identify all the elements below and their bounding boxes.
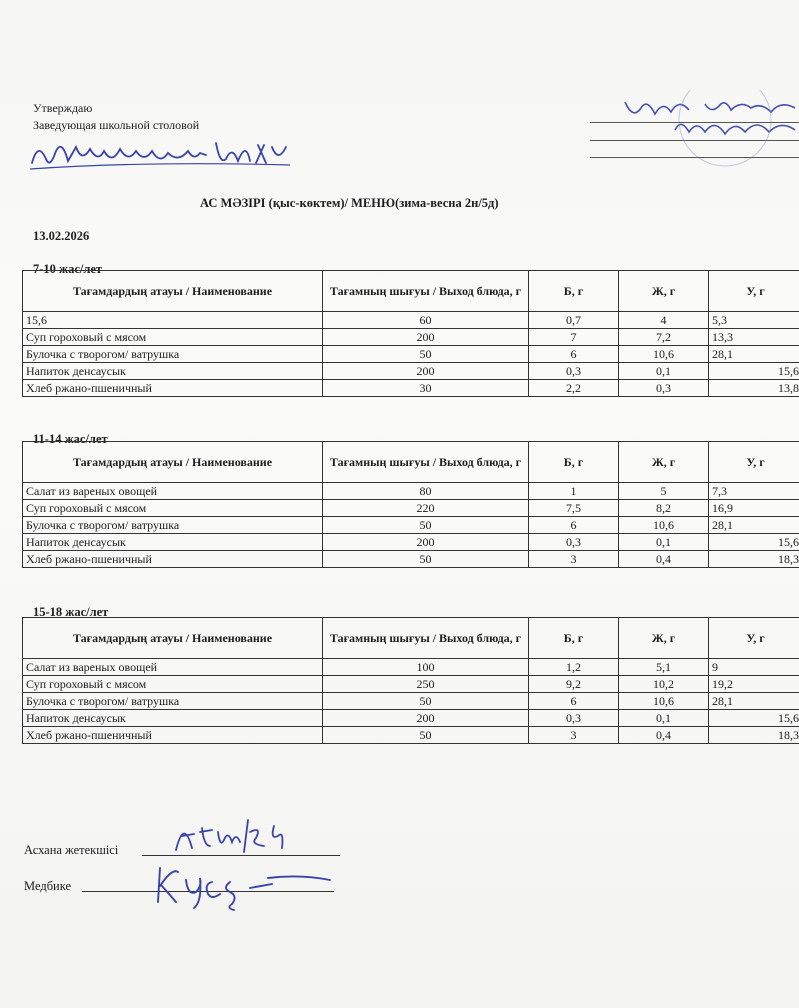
dish-u: 18,3 [709,551,799,568]
col-header-b: Б, г [529,271,619,312]
menu-table-11-14 [22,441,799,568]
col-header-zh: Ж, г [619,618,709,659]
dish-u: 5,3 [709,312,799,329]
dish-b: 6 [529,693,619,710]
dish-zh: 0,1 [619,363,709,380]
nurse-label: Медбике [24,879,72,893]
dish-zh: 4 [619,312,709,329]
menu-table-15-18 [22,617,799,744]
dish-b: 6 [529,517,619,534]
col-header-name: Тағамдардың атауы / Наименование [23,271,323,312]
dish-yield: 50 [323,517,529,534]
chef-label: Асхана жетекшісі [24,843,119,857]
dish-yield: 200 [323,534,529,551]
manager-signature [28,133,298,175]
col-header-yield: Тағамның шығуы / Выход блюда, г [323,442,529,483]
col-header-u: У, г [709,442,799,483]
approval-block [33,100,199,134]
table-row [23,363,799,380]
table-row [23,483,799,500]
table-row [23,534,799,551]
dish-b: 0,3 [529,363,619,380]
stamp-signature [585,90,799,170]
age-group-label: 15-18 жас/лет [33,605,109,619]
table-row [23,693,799,710]
table-row [23,727,799,744]
dish-zh: 10,2 [619,676,709,693]
dish-b: 1,2 [529,659,619,676]
menu-table-7-10 [22,270,799,397]
age-group-label: 11-14 жас/лет [33,432,108,446]
table-row [23,312,799,329]
approval-position: Заведующая школьной столовой [33,118,200,132]
dish-u: 15,6 [709,710,799,727]
dish-u: 16,9 [709,500,799,517]
col-header-yield: Тағамның шығуы / Выход блюда, г [323,618,529,659]
col-header-yield: Тағамның шығуы / Выход блюда, г [323,271,529,312]
dish-name: Напиток денсаусык [23,534,323,551]
dish-zh: 0,1 [619,534,709,551]
col-header-u: У, г [709,271,799,312]
dish-zh: 0,1 [619,710,709,727]
dish-zh: 8,2 [619,500,709,517]
col-header-zh: Ж, г [619,442,709,483]
col-header-b: Б, г [529,442,619,483]
dish-yield: 100 [323,659,529,676]
dish-name: Салат из вареных овощей [23,659,323,676]
table-row [23,346,799,363]
dish-yield: 200 [323,363,529,380]
dish-b: 7 [529,329,619,346]
dish-zh: 10,6 [619,346,709,363]
dish-b: 7,5 [529,500,619,517]
dish-u: 18,3 [709,727,799,744]
table-row [23,551,799,568]
dish-yield: 250 [323,676,529,693]
dish-u: 28,1 [709,693,799,710]
menu-title: АС МӘЗІРІ (қыс-көктем)/ МЕНЮ(зима-весна 2н/5д) [200,196,499,210]
dish-zh: 10,6 [619,693,709,710]
dish-zh: 7,2 [619,329,709,346]
dish-name: Суп гороховый с мясом [23,329,323,346]
dish-b: 3 [529,551,619,568]
dish-u: 9 [709,659,799,676]
dish-b: 0,7 [529,312,619,329]
nurse-signature [150,858,340,912]
dish-yield: 220 [323,500,529,517]
table-row [23,710,799,727]
col-header-b: Б, г [529,618,619,659]
dish-u: 13,8 [709,380,799,397]
table-row [23,329,799,346]
dish-yield: 50 [323,551,529,568]
dish-yield: 50 [323,727,529,744]
dish-zh: 0,3 [619,380,709,397]
dish-b: 0,3 [529,534,619,551]
dish-name: 15,6 [23,312,323,329]
dish-name: Хлеб ржано-пшеничный [23,380,323,397]
table-row [23,380,799,397]
dish-yield: 30 [323,380,529,397]
dish-name: Хлеб ржано-пшеничный [23,727,323,744]
dish-zh: 0,4 [619,727,709,744]
dish-yield: 60 [323,312,529,329]
dish-zh: 5 [619,483,709,500]
dish-yield: 80 [323,483,529,500]
approval-title: Утверждаю [33,101,93,115]
col-header-name: Тағамдардың атауы / Наименование [23,442,323,483]
dish-yield: 200 [323,710,529,727]
dish-zh: 0,4 [619,551,709,568]
table-row [23,517,799,534]
col-header-name: Тағамдардың атауы / Наименование [23,618,323,659]
dish-u: 15,6 [709,534,799,551]
dish-b: 3 [529,727,619,744]
dish-name: Булочка с творогом/ ватрушка [23,693,323,710]
dish-name: Салат из вареных овощей [23,483,323,500]
dish-yield: 200 [323,329,529,346]
dish-u: 15,6 [709,363,799,380]
dish-zh: 5,1 [619,659,709,676]
dish-name: Напиток денсаусык [23,710,323,727]
dish-name: Булочка с творогом/ ватрушка [23,517,323,534]
dish-u: 28,1 [709,346,799,363]
dish-name: Напиток денсаусык [23,363,323,380]
dish-name: Суп гороховый с мясом [23,500,323,517]
dish-u: 28,1 [709,517,799,534]
table-row [23,500,799,517]
table-row [23,676,799,693]
menu-date: 13.02.2026 [33,229,90,243]
table-row [23,659,799,676]
dish-b: 0,3 [529,710,619,727]
dish-b: 6 [529,346,619,363]
dish-name: Булочка с творогом/ ватрушка [23,346,323,363]
dish-b: 2,2 [529,380,619,397]
dish-b: 1 [529,483,619,500]
dish-u: 13,3 [709,329,799,346]
dish-yield: 50 [323,346,529,363]
dish-u: 19,2 [709,676,799,693]
dish-name: Суп гороховый с мясом [23,676,323,693]
col-header-u: У, г [709,618,799,659]
chef-signature [170,812,300,858]
dish-u: 7,3 [709,483,799,500]
dish-yield: 50 [323,693,529,710]
col-header-zh: Ж, г [619,271,709,312]
age-group-label: 7-10 жас/лет [33,262,103,276]
dish-b: 9,2 [529,676,619,693]
dish-zh: 10,6 [619,517,709,534]
dish-name: Хлеб ржано-пшеничный [23,551,323,568]
